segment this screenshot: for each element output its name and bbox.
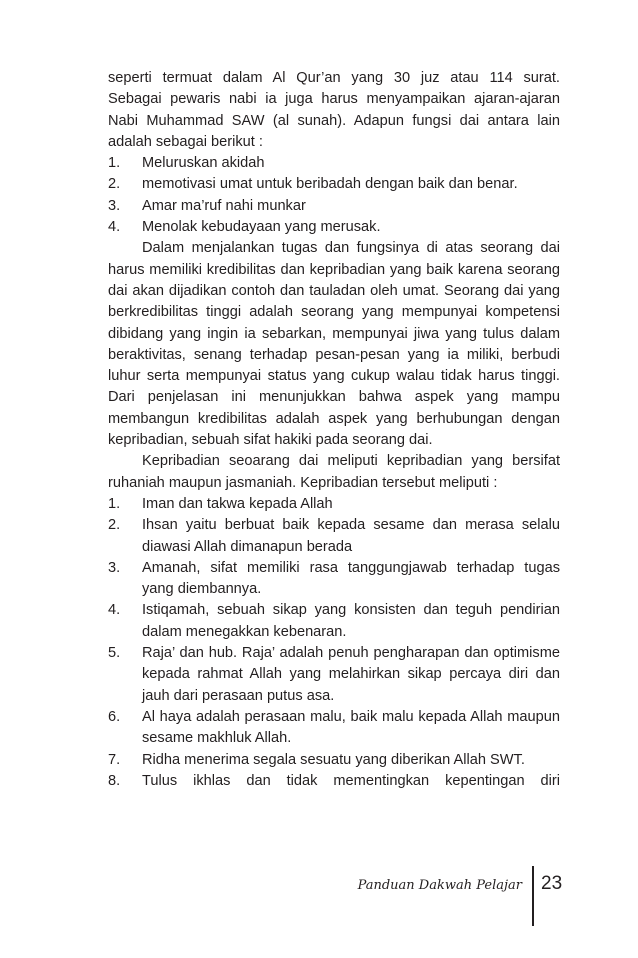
list-item (108, 494, 560, 515)
list-number: 6. (108, 708, 121, 725)
list-text: Istiqamah, sebuah sikap yang konsisten dan teguh pendirian dalam menegakkan kebenaran. (142, 602, 560, 640)
list-item (108, 515, 560, 558)
page-body (108, 68, 560, 792)
footer-divider (532, 866, 534, 926)
list-item (108, 174, 560, 195)
list-text: Amanah, sifat memiliki rasa tanggungjawab terhadap tugas yang diembannya. (142, 559, 560, 598)
list-item (108, 750, 560, 771)
list-item (108, 217, 560, 238)
list-number: 2. (108, 517, 121, 534)
list-number: 8. (108, 772, 121, 789)
page-number: 23 (541, 873, 563, 894)
list-text: Iman dan takwa kepada Allah (142, 495, 333, 512)
list-item (108, 771, 560, 792)
list-item (108, 153, 560, 174)
list-number: 1. (108, 495, 121, 512)
list-item (108, 707, 560, 750)
list-text: Amar ma’ruf nahi munkar (142, 197, 306, 214)
paragraph-kredibilitas: Dalam menjalankan tugas dan fungsinya di atas seorang dai harus memiliki kredibilitas dan kepribadian yang baik karena seorang dai akan dijadikan contoh dan tauladan oleh umat. Seorang dai yang berkredibilitas tinggi adalah seorang yang mempunyai kompetensi dibidang yang ingin ia sebarkan, mempunyai jiwa yang tulus dalam beraktivitas, senang terhadap pesan-pesan yang ia miliki, berbudi luhur serta mempunyai status yang cukup walau tidak harus tinggi. Dari penjelasan ini menunjukkan bahwa aspek yang mampu membangun kredibilitas adalah aspek yang berhubungan dengan kepribadian, sebuah sifat hakiki pada seorang dai. (108, 240, 560, 449)
list-item (108, 558, 560, 601)
paragraph-kepribadian: Kepribadian seoarang dai meliputi kepribadian yang bersifat ruhaniah maupun jasmaniah. Kepribadian tersebut meliputi : (108, 453, 560, 491)
list-number: 7. (108, 751, 121, 768)
list-number: 4. (108, 219, 121, 236)
list-number: 4. (108, 602, 121, 619)
list-item (108, 196, 560, 217)
intro-first-line: seperti termuat dalam Al Qur’an yang 30 juz atau 114 surat. (108, 70, 560, 86)
list-text: Raja’ dan hub. Raja’ adalah penuh pengharapan dan optimisme kepada rahmat Allah yang melahirkan sikap percaya diri dan jauh dari perasaan putus asa. (142, 645, 560, 704)
list-number: 5. (108, 645, 121, 662)
list-text: Meluruskan akidah (142, 155, 265, 172)
list-text: Tulus ikhlas dan tidak mementingkan kepentingan diri (142, 772, 560, 789)
fungsi-dai-list (108, 153, 560, 238)
list-number: 2. (108, 176, 121, 193)
list-item (108, 600, 560, 643)
list-text: Ihsan yaitu berbuat baik kepada sesame dan merasa selalu diawasi Allah dimanapun berada (142, 517, 560, 555)
list-number: 3. (108, 197, 121, 214)
list-text: Ridha menerima segala sesuatu yang diberikan Allah SWT. (142, 751, 525, 768)
list-text: Al haya adalah perasaan malu, baik malu kepada Allah maupun sesame makhluk Allah. (142, 708, 560, 747)
running-footer-title: Panduan Dakwah Pelajar (357, 878, 522, 893)
list-text: Menolak kebudayaan yang merusak. (142, 219, 381, 236)
list-item (108, 643, 560, 707)
intro-paragraph: Sebagai pewaris nabi ia juga harus menyampaikan ajaran-ajaran Nabi Muhammad SAW (al sunah). Adapun fungsi dai antara lain adalah sebagai berikut : (108, 91, 560, 150)
list-number: 1. (108, 155, 121, 172)
kepribadian-list (108, 494, 560, 792)
list-number: 3. (108, 559, 121, 576)
list-text: memotivasi umat untuk beribadah dengan baik dan benar. (142, 176, 518, 193)
